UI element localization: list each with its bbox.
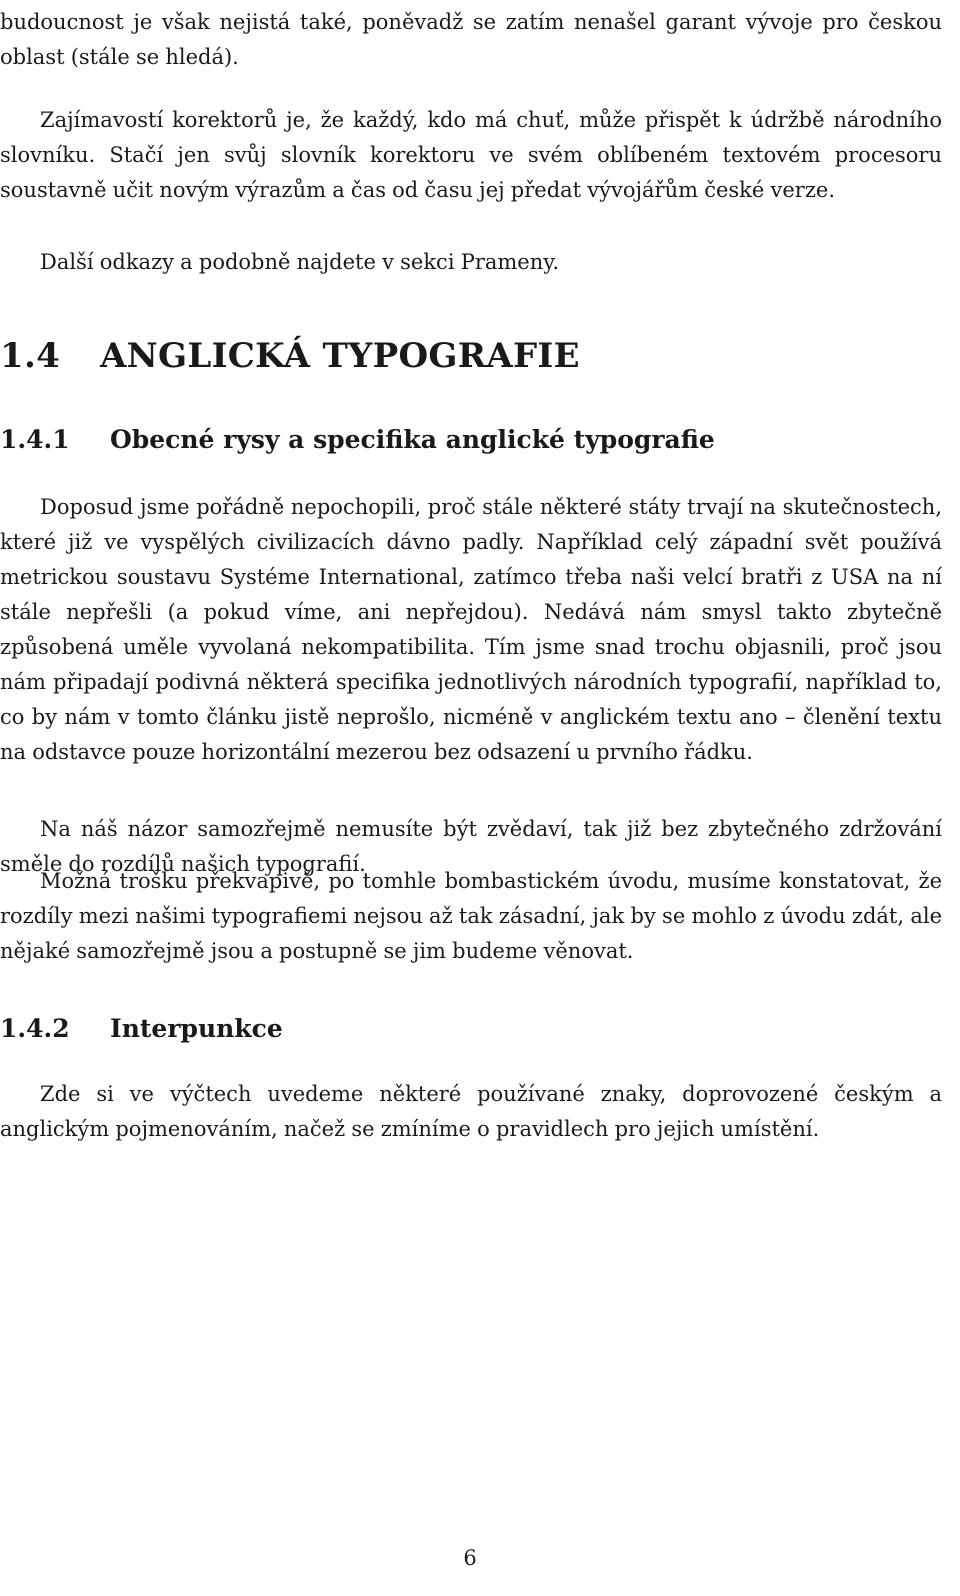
paragraph-korektory bbox=[0, 103, 942, 208]
paragraph-text: Na náš názor samozřejmě nemusíte být zvědaví, tak již bez zbytečného zdržování směle do rozdílů našich typografií. bbox=[0, 817, 942, 876]
subsection-number: 1.4.2 bbox=[0, 1014, 70, 1043]
subsection-heading-1 bbox=[0, 423, 942, 457]
paragraph-continuation bbox=[0, 5, 942, 75]
section-title-text: ANGLICKÁ TYPOGRAFIE bbox=[100, 336, 580, 376]
paragraph-mozna bbox=[0, 864, 942, 969]
subsection-title-text: Interpunkce bbox=[110, 1014, 283, 1043]
page-number: 6 bbox=[463, 1546, 477, 1570]
paragraph-prameny bbox=[0, 245, 942, 280]
paragraph-vyctech bbox=[0, 1077, 942, 1147]
section-number: 1.4 bbox=[0, 336, 61, 376]
paragraph-text: Zde si ve výčtech uvedeme některé používané znaky, doprovozené českým a anglickým pojmenováním, načež se zmíníme o pravidlech pro jejich umístění. bbox=[0, 1082, 942, 1141]
paragraph-doposud bbox=[0, 490, 942, 770]
subsection-title-text: Obecné rysy a specifika anglické typografie bbox=[110, 425, 715, 454]
section-heading bbox=[0, 336, 942, 376]
subsection-title bbox=[0, 1012, 942, 1046]
subsection-number: 1.4.1 bbox=[0, 425, 70, 454]
paragraph-text: Další odkazy a podobně najdete v sekci Prameny. bbox=[40, 250, 560, 274]
paragraph-text: Doposud jsme pořádně nepochopili, proč stále některé státy trvají na skutečnostech, které již ve vyspělých civilizacích dávno padly. Například celý západní svět používá metrickou soustavu Systéme International, zatímco třeba naši velcí bratři z USA na ní stále nepřešli (a pokud víme, ani nepřejdou). Nedává nám smysl takto zbytečně způsobená uměle vyvolaná nekompatibilita. Tím jsme snad trochu objasnili, proč jsou nám připadají podivná některá specifika jednotlivých národních typografií, například to, co by nám v tomto článku jistě neprošlo, nicméně v anglickém textu ano – členění textu na odstavce pouze horizontální mezerou bez odsazení u prvního řádku. bbox=[0, 495, 942, 764]
subsection-heading-2 bbox=[0, 1012, 942, 1046]
section-title bbox=[0, 336, 942, 376]
paragraph-text: Zajímavostí korektorů je, že každý, kdo má chuť, může přispět k údržbě národního slovníku. Stačí jen svůj slovník korektoru ve svém oblíbeném textovém procesoru soustavně učit novým výrazům a čas od času jej předat vývojářům české verze. bbox=[0, 108, 942, 202]
paragraph-text: budoucnost je však nejistá také, poněvadž se zatím nenašel garant vývoje pro českou oblast (stále se hledá). bbox=[0, 10, 942, 69]
paragraph-text: Možná trošku překvapivě, po tomhle bombastickém úvodu, musíme konstatovat, že rozdíly mezi našimi typografiemi nejsou až tak zásadní, jak by se mohlo z úvodu zdát, ale nějaké samozřejmě jsou a postupně se jim budeme věnovat. bbox=[0, 869, 942, 963]
subsection-title bbox=[0, 423, 942, 457]
